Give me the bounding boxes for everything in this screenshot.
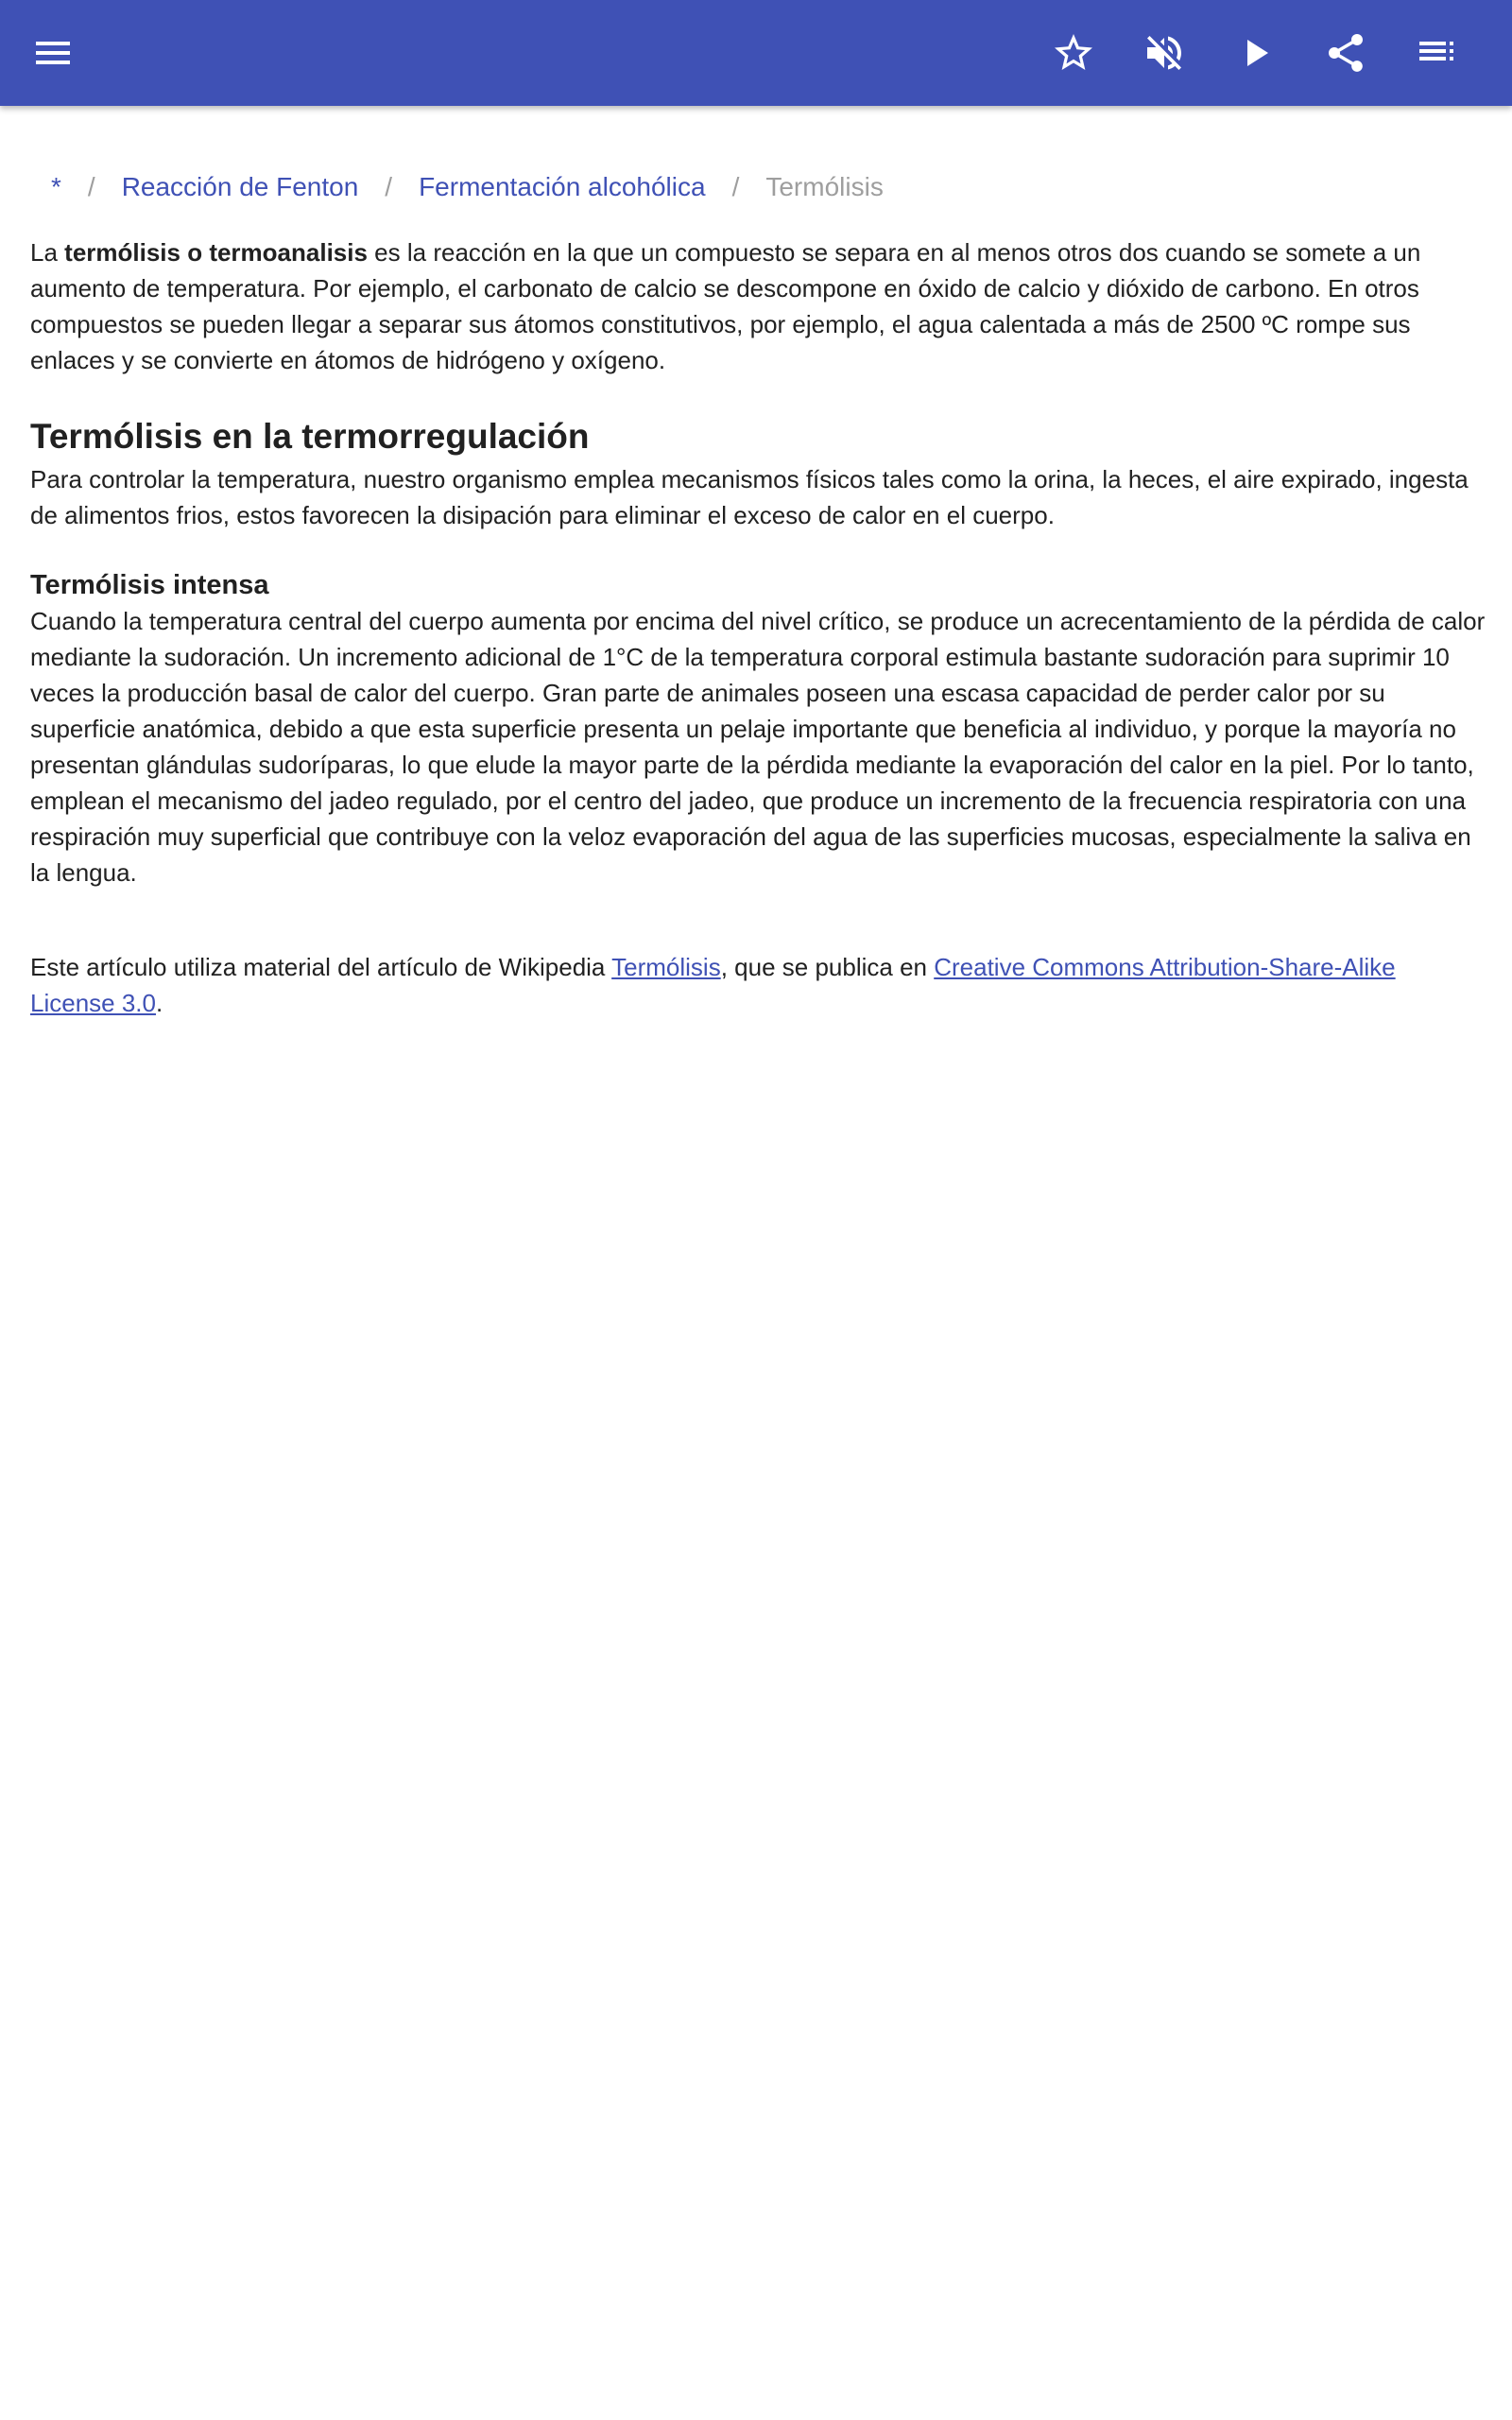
favorite-button[interactable]	[1043, 23, 1104, 83]
intro-bold-term: termólisis o termoanalisis	[64, 238, 368, 267]
volume-off-icon	[1142, 30, 1187, 76]
wikipedia-source-link[interactable]: Termólisis	[611, 953, 721, 981]
playlist-icon	[1414, 30, 1459, 76]
app-toolbar	[0, 0, 1512, 106]
section-heading-termorregulacion: Termólisis en la termorregulación	[30, 417, 590, 456]
attribution-note	[30, 949, 1486, 1021]
star-outline-icon	[1051, 30, 1096, 76]
license-link[interactable]: Creative Commons Attribution-Share-Alike License 3.0	[30, 953, 1396, 1017]
attribution-prefix: Este artículo utiliza material del artículo de Wikipedia	[30, 953, 612, 981]
breadcrumb-home[interactable]: *	[51, 172, 61, 201]
share-button[interactable]	[1315, 23, 1376, 83]
play-icon	[1232, 30, 1278, 76]
share-icon	[1323, 30, 1368, 76]
mute-button[interactable]	[1134, 23, 1194, 83]
breadcrumb-item-reaccion-de-fenton[interactable]: Reacción de Fenton	[121, 172, 359, 201]
intro-paragraph	[30, 234, 1486, 378]
attribution-middle: , que se publica en	[720, 953, 935, 981]
section-heading-termolisis-intensa: Termólisis intensa	[30, 570, 269, 600]
attribution-suffix: .	[155, 989, 163, 1017]
playlist-button[interactable]	[1406, 23, 1467, 83]
play-button[interactable]	[1225, 23, 1285, 83]
intro-prefix: La	[30, 238, 65, 267]
breadcrumb-separator: /	[87, 172, 95, 201]
breadcrumb	[30, 168, 1486, 206]
breadcrumb-separator: /	[385, 172, 393, 201]
section-paragraph-termolisis-intensa: Cuando la temperatura central del cuerpo aumenta por encima del nivel crítico, se produce un acrecentamiento de la pérdida de calor mediante la sudoración. Un incremento adicional de 1°C de la temperatura corporal estimula bastante sudoración para suprimir 10 veces la producción basal de calor del cuerpo. Gran parte de animales poseen una escasa capacidad de perder calor por su superficie anatómica, debido a que esta superficie presenta un pelaje importante que beneficia al individuo, y porque la mayoría no presentan glándulas sudoríparas, lo que elude la mayor parte de la pérdida mediante la evaporación del calor en la piel. Por lo tanto, emplean el mecanismo del jadeo regulado, por el centro del jadeo, que produce un incremento de la frecuencia respiratoria con una respiración muy superficial que contribuye con la veloz evaporación del agua de las superficies mucosas, especialmente la saliva en la lengua.	[30, 607, 1486, 887]
section-paragraph-termorregulacion: Para controlar la temperatura, nuestro organismo emplea mecanismos físicos tales como la orina, la heces, el aire expirado, ingesta de alimentos frios, estos favorecen la disipación para eliminar el exceso de calor en el cuerpo.	[30, 465, 1469, 529]
intro-text: es la reacción en la que un compuesto se separa en al menos otros dos cuando se somete a un aumento de temperatura. Por ejemplo, el carbonato de calcio se descompone en óxido de calcio y dióxido de carbono. En otros compuestos se pueden llegar a separar sus átomos constitutivos, por ejemplo, el agua calentada a más de 2500 ºC rompe sus enlaces y se convierte en átomos de hidrógeno y oxígeno.	[30, 238, 1421, 374]
hamburger-menu-icon	[30, 30, 76, 76]
menu-button[interactable]	[23, 23, 83, 83]
article-content	[30, 106, 1486, 1021]
breadcrumb-separator: /	[731, 172, 740, 201]
breadcrumb-current: Termólisis	[765, 172, 884, 201]
breadcrumb-item-fermentacion-alcoholica[interactable]: Fermentación alcohólica	[419, 172, 706, 201]
